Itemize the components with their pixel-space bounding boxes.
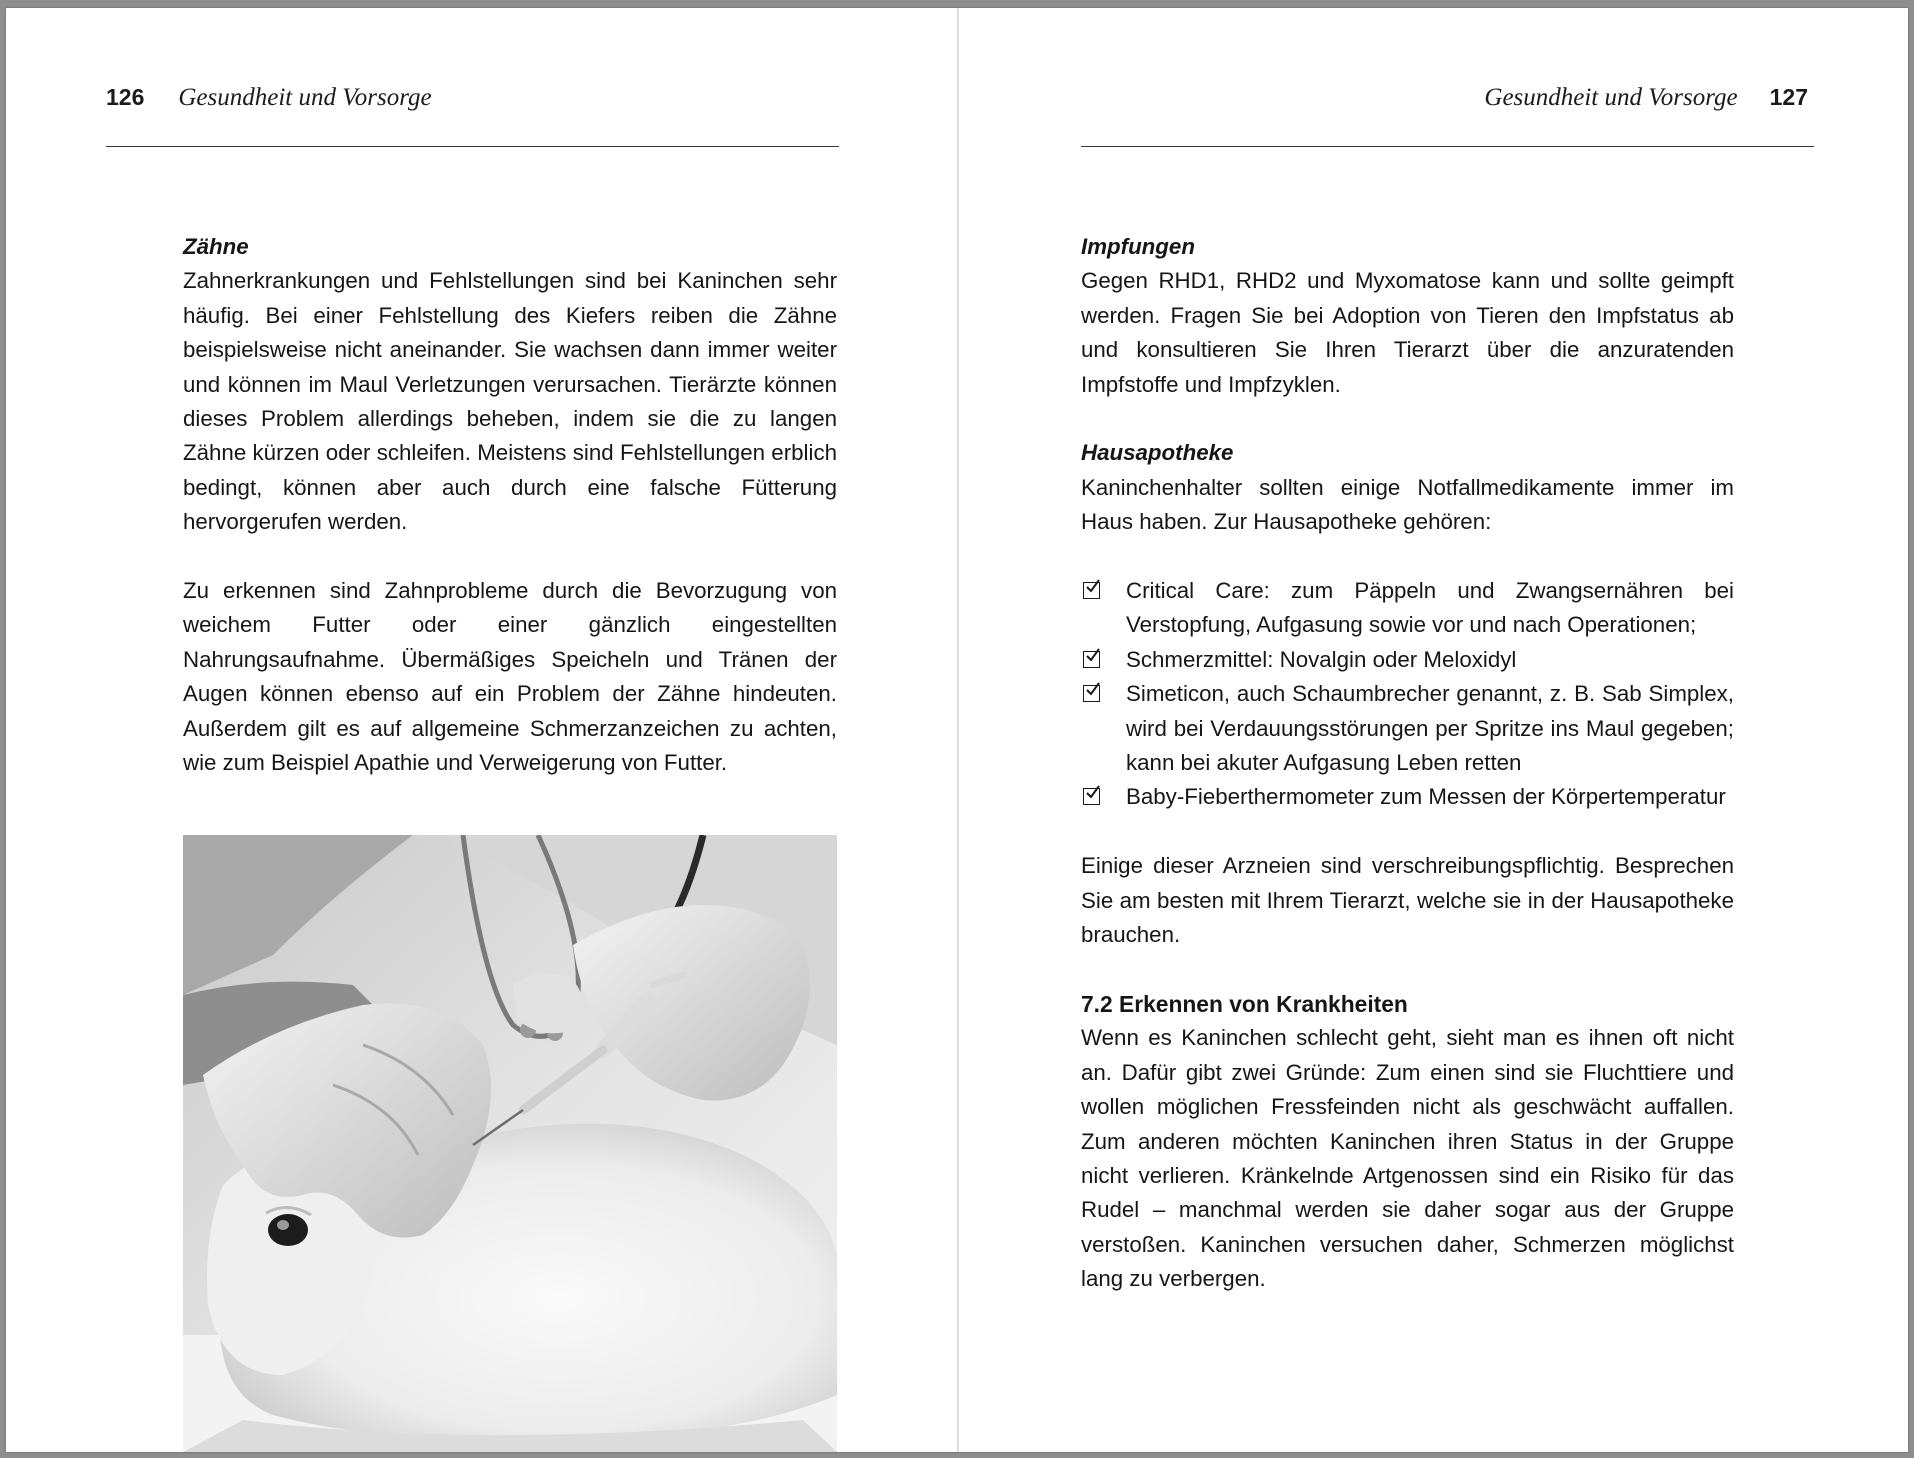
paragraph: Einige dieser Arzneien sind verschreibungspflichtig. Besprechen Sie am besten mit Ihrem Tierarzt, welche sie in der Hausapotheke brauchen.	[1081, 853, 1734, 948]
paragraph: Wenn es Kaninchen schlecht geht, sieht man es ihnen oft nicht an. Dafür gibt zwei Gründe: Zum einen sind sie Fluchttiere und wollen möglichen Fressfeinden nicht als geschwächt auffallen. Zum anderen möchten Kaninchen ihren Status in der Gruppe nicht verlieren. Kränkelnde Artgenossen sind ein Risiko für das Rudel – manchmal werden sie daher sogar aus der Gruppe verstoßen. Kaninchen versuchen daher, Schmerzen möglichst lang zu verbergen.	[1081, 1025, 1734, 1292]
checkbox-checked-icon	[1083, 788, 1100, 805]
left-page	[6, 8, 957, 1452]
right-page	[959, 8, 1908, 1452]
list-item: Baby-Fieberthermometer zum Messen der Körpertemperatur	[1081, 780, 1734, 814]
page-number: 127	[1769, 84, 1808, 110]
list-item: Simeticon, auch Schaumbrecher genannt, z. B. Sab Simplex, wird bei Verdauungsstörungen per Spritze ins Maul gegeben; kann bei akuter Aufgasung Leben retten	[1081, 677, 1734, 780]
header-rule	[1081, 146, 1814, 147]
right-text-column	[1081, 230, 1734, 1297]
hausapotheke-checklist	[1081, 574, 1734, 815]
left-page-header	[106, 84, 432, 124]
list-item: Critical Care: zum Päppeln und Zwangsernähren bei Verstopfung, Aufgasung sowie vor und nach Operationen;	[1081, 574, 1734, 643]
header-rule	[106, 146, 839, 147]
section-heading-zaehne: Zähne	[183, 234, 249, 259]
section-heading-impfungen: Impfungen	[1081, 234, 1195, 259]
checkbox-checked-icon	[1083, 685, 1100, 702]
running-title: Gesundheit und Vorsorge	[1484, 84, 1738, 111]
checkbox-checked-icon	[1083, 582, 1100, 599]
list-item: Schmerzmittel: Novalgin oder Meloxidyl	[1081, 643, 1734, 677]
rabbit-vet-photo	[183, 835, 837, 1452]
page-number: 126	[106, 84, 145, 110]
section-heading-erkennen: 7.2 Erkennen von Krankheiten	[1081, 990, 1408, 1017]
paragraph: Kaninchenhalter sollten einige Notfallmedikamente immer im Haus haben. Zur Hausapotheke gehören:	[1081, 474, 1734, 535]
paragraph: Zahnerkrankungen und Fehlstellungen sind bei Kaninchen sehr häufig. Bei einer Fehlstellung des Kiefers reiben die Zähne beispielsweise nicht aneinander. Sie wachsen dann immer weiter und können im Maul Verletzungen verursachen. Tierärzte können dieses Problem allerdings beheben, indem sie die zu langen Zähne kürzen oder schleifen. Meistens sind Fehlstellungen erblich bedingt, können aber auch durch eine falsche Fütterung hervorgerufen werden.	[183, 268, 837, 535]
section-heading-hausapotheke: Hausapotheke	[1081, 440, 1234, 466]
paragraph: Gegen RHD1, RHD2 und Myxomatose kann und sollte geimpft werden. Fragen Sie bei Adoption von Tieren den Impfstatus ab und konsultieren Sie Ihren Tierarzt über die anzuratenden Impfstoffe und Impfzyklen.	[1081, 268, 1734, 397]
left-text-column	[183, 230, 837, 780]
running-title: Gesundheit und Vorsorge	[178, 84, 432, 111]
book-spread	[6, 8, 1908, 1452]
checkbox-checked-icon	[1083, 651, 1100, 668]
paragraph: Zu erkennen sind Zahnprobleme durch die Bevorzugung von weichem Futter oder einer gänzlich eingestellten Nahrungsaufnahme. Übermäßiges Speicheln und Tränen der Augen können ebenso auf ein Problem der Zähne hindeuten. Außerdem gilt es auf allgemeine Schmerzanzeichen zu achten, wie zum Beispiel Apathie und Verweigerung von Futter.	[183, 578, 837, 776]
right-page-header	[1484, 84, 1808, 124]
rabbit-injection-illustration	[183, 835, 837, 1452]
